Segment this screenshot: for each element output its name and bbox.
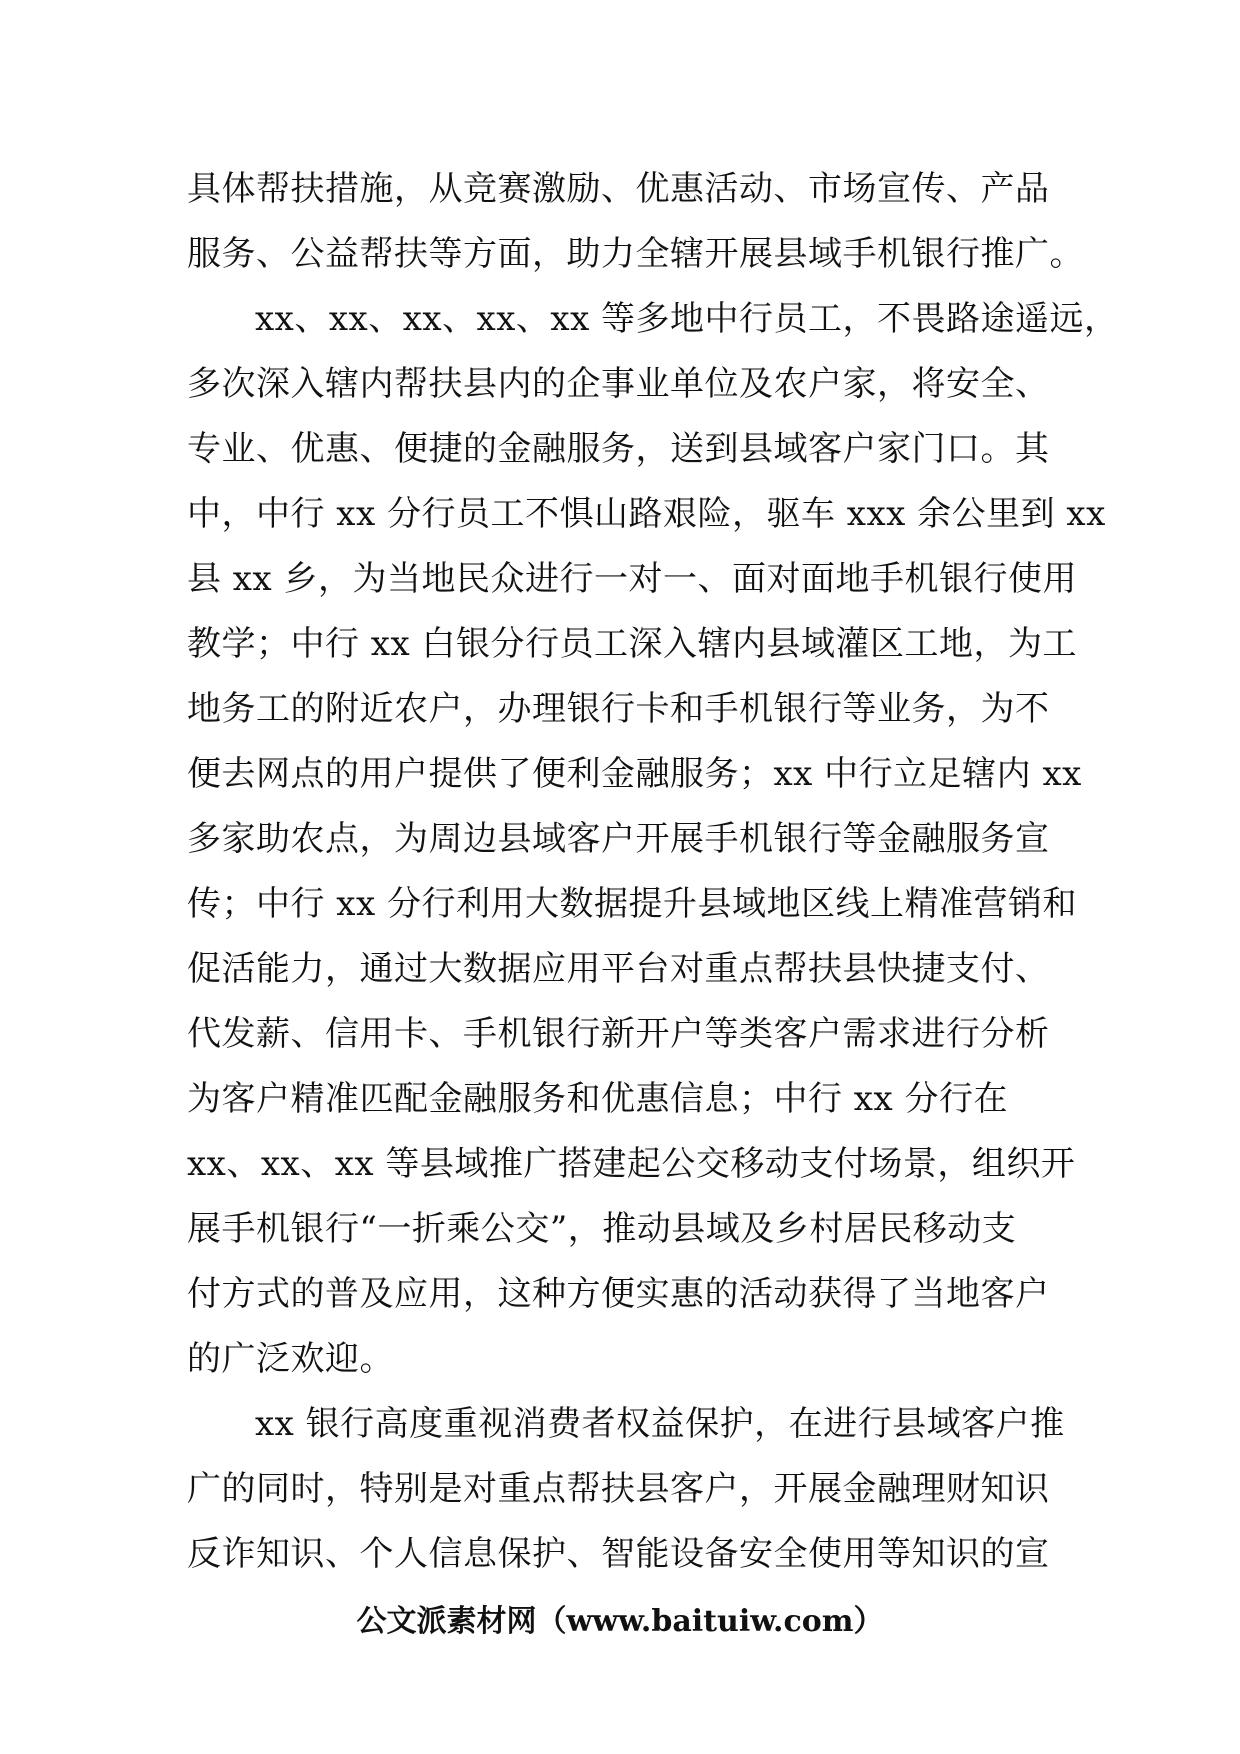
text-line: 传；中行 xx 分行利用大数据提升县域地区线上精准营销和: [187, 884, 1077, 924]
text-line: 便去网点的用户提供了便利金融服务；xx 中行立足辖内 xx: [187, 754, 1082, 794]
text-line: 付方式的普及应用，这种方便实惠的活动获得了当地客户: [187, 1274, 1050, 1314]
document-body: [187, 157, 1119, 1587]
paragraph-first-line: xx 银行高度重视消费者权益保护，在进行县域客户推: [255, 1404, 1065, 1444]
text-line: xx、xx、xx 等县域推广搭建起公交移动支付场景，组织开: [187, 1144, 1076, 1184]
paragraph-first-line: xx、xx、xx、xx、xx 等多地中行员工，不畏路途遥远，: [255, 299, 1119, 339]
text-line: 教学；中行 xx 白银分行员工深入辖内县域灌区工地，为工: [187, 624, 1077, 664]
footer-watermark: 公文派素材网（www.baituiw.com）: [356, 1604, 884, 1639]
text-line: 中，中行 xx 分行员工不惧山路艰险，驱车 xxx 余公里到 xx: [187, 494, 1106, 534]
text-line: 广的同时，特别是对重点帮扶县客户，开展金融理财知识: [187, 1469, 1050, 1509]
text-line: 具体帮扶措施，从竞赛激励、优惠活动、市场宣传、产品: [187, 169, 1050, 209]
text-line: 促活能力，通过大数据应用平台对重点帮扶县快捷支付、: [187, 949, 1050, 989]
text-line: 多次深入辖内帮扶县内的企事业单位及农户家，将安全、: [187, 364, 1050, 404]
text-line: 为客户精准匹配金融服务和优惠信息；中行 xx 分行在: [187, 1079, 1008, 1119]
text-line: 多家助农点，为周边县域客户开展手机银行等金融服务宣: [187, 819, 1050, 859]
text-line: 代发薪、信用卡、手机银行新开户等类客户需求进行分析: [187, 1014, 1050, 1054]
text-line: 的广泛欢迎。: [187, 1339, 394, 1379]
text-line: 展手机银行“一折乘公交”，推动县域及乡村居民移动支: [187, 1209, 1017, 1249]
text-line: 服务、公益帮扶等方面，助力全辖开展县域手机银行推广。: [187, 234, 1084, 274]
text-line: 反诈知识、个人信息保护、智能设备安全使用等知识的宣: [187, 1534, 1050, 1574]
text-line: 专业、优惠、便捷的金融服务，送到县域客户家门口。其: [187, 429, 1050, 469]
text-line: 县 xx 乡，为当地民众进行一对一、面对面地手机银行使用: [187, 559, 1077, 599]
text-line: 地务工的附近农户，办理银行卡和手机银行等业务，为不: [187, 689, 1050, 729]
